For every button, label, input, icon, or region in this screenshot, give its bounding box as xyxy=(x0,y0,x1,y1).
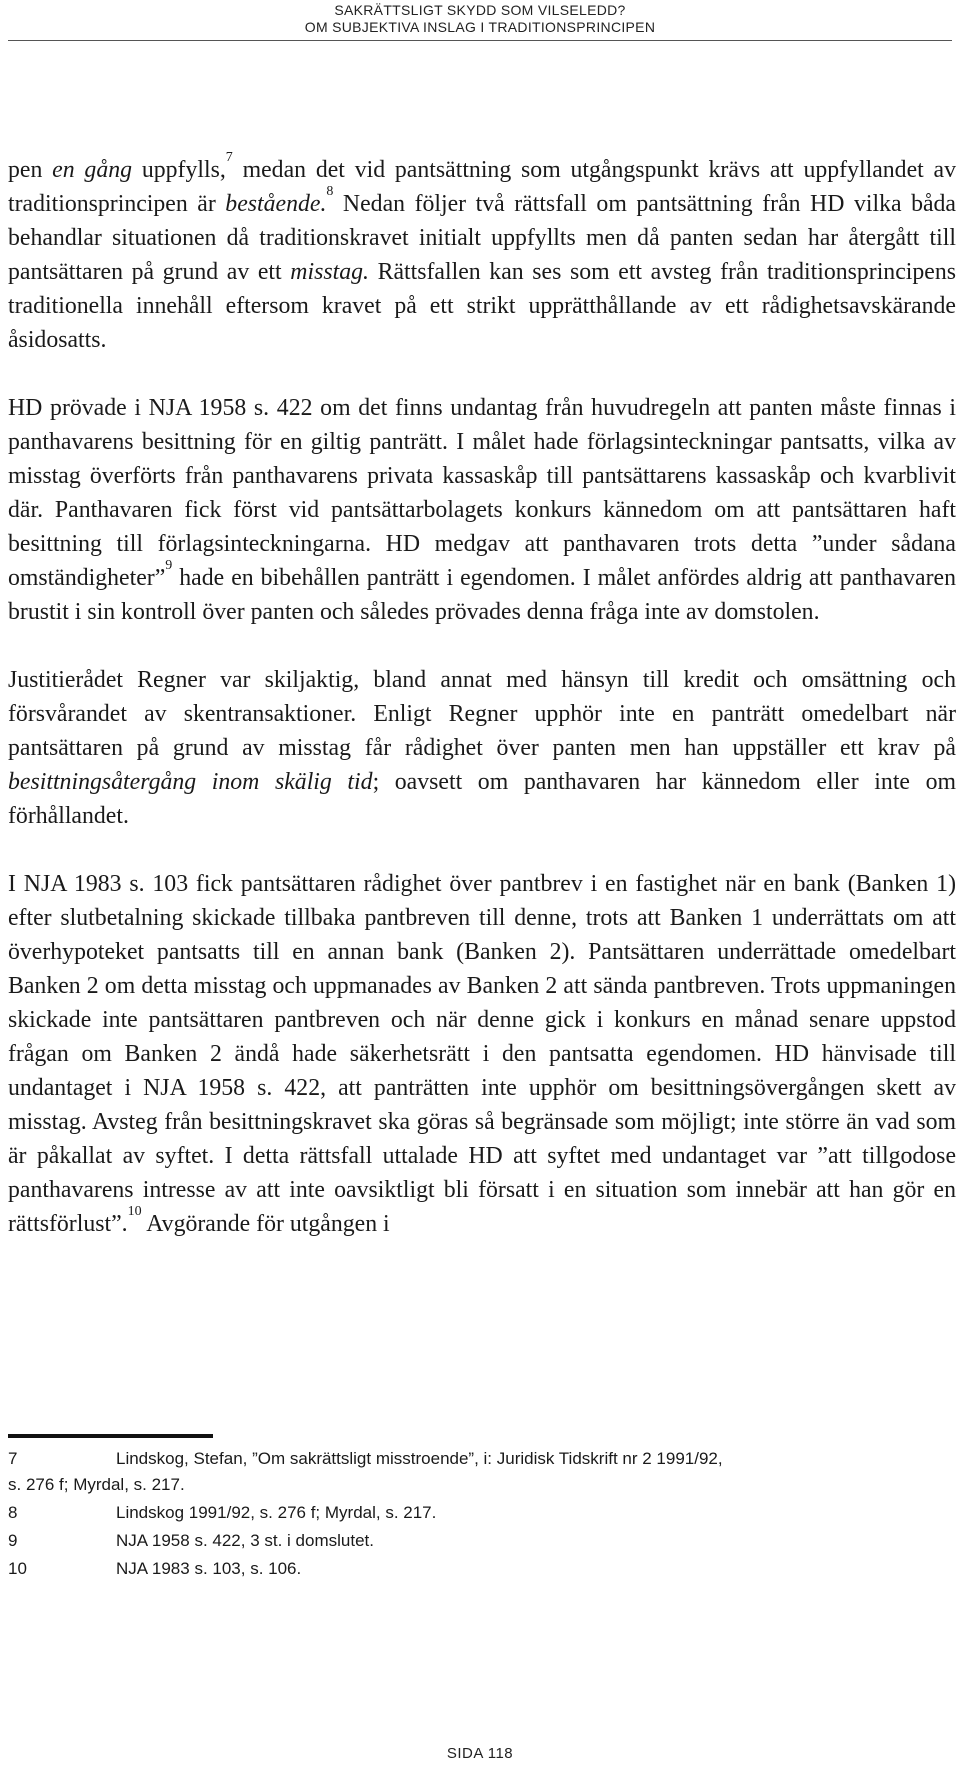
footnotes xyxy=(8,1446,928,1584)
text-run: ; oavsett om panthavaren har kännedom eller inte om förhållandet. xyxy=(8,769,957,829)
italic-run: bestående. xyxy=(225,191,327,217)
running-head-title: SAKRÄTTSLIGT SKYDD SOM VILSELEDD? xyxy=(334,2,626,18)
text-run: Avgörande för utgången i xyxy=(141,1211,390,1237)
text-run: Rättsfallen kan ses som ett avsteg från traditionsprincipens traditionella innehåll eftersom kravet på ett strikt upprätthållande av ett rådighetsavskärande åsidosatts. xyxy=(8,259,957,353)
italic-run: misstag. xyxy=(290,259,369,285)
page-number: SIDA 118 xyxy=(446,1745,514,1762)
footnote-ref-8[interactable]: 8 xyxy=(326,184,334,199)
footnote-text: NJA 1958 s. 422, 3 st. i domslutet. xyxy=(116,1531,374,1550)
text-run: Justitierådet Regner var skiljaktig, bland annat med hänsyn till kredit och omsättning och försvårandet av skentransaktioner. Enligt Regner upphör inte en panträtt omedelbart när pantsättaren på grund av misstag får rådighet över panten men han uppställer ett krav på xyxy=(8,667,956,761)
footnote-text: Lindskog 1991/92, s. 276 f; Myrdal, s. 217. xyxy=(116,1503,437,1522)
footnote-number: 10 xyxy=(8,1559,27,1578)
footnote-9 xyxy=(8,1528,928,1554)
text-run: I NJA 1983 s. 103 fick pantsättaren rådighet över pantbrev i en fastighet när en bank (Banken 1) efter slutbetalning skickade tillbaka pantbreven till denne, trots att Banken 1 underrättats om att överhypoteket pantsatts till en annan bank (Banken 2). Pantsättaren underrättade omedelbart Banken 2 om detta misstag och uppmanades av Banken 2 att sända pantbreven. Trots uppmaningen skickade inte pantsättaren pantbreven och när denne gick i konkurs en månad senare uppstod frågan om Banken 2 ändå hade säkerhetsrätt i den pantsatta egendomen. HD hänvisade till undantaget i NJA 1958 s. 422, att panträtten inte upphör om besittningsövergången skett av misstag. Avsteg från besittningskravet ska göras så begränsade som möjligt; inte större än vad som är påkallat av syftet. I detta rättsfall uttalade HD att syftet med undantaget var ”att tillgodose panthavarens intresse av att inte oavsiktligt bli försatt i en situation som innebär att han gör en rättsförlust”. xyxy=(8,871,956,1237)
paragraph-3 xyxy=(8,663,956,833)
body-text xyxy=(8,150,957,1241)
footnote-text: NJA 1983 s. 103, s. 106. xyxy=(116,1559,302,1578)
footnote-8 xyxy=(8,1500,928,1526)
paragraph-2 xyxy=(8,391,956,629)
footnote-10 xyxy=(8,1556,928,1582)
text-run: uppfylls, xyxy=(132,157,226,183)
footnote-number: 7 xyxy=(8,1449,18,1468)
text-run: hade en bibehållen panträtt i egendomen. I målet anfördes aldrig att panthavaren brustit i sin kontroll över panten och således prövades denna fråga inte av domstolen. xyxy=(8,565,956,625)
footnote-text: Lindskog, Stefan, ”Om sakrättsligt misstroende”, i: Juridisk Tidskrift nr 2 1991/92, xyxy=(116,1449,723,1468)
paragraph-1 xyxy=(8,150,957,357)
footnote-ref-7[interactable]: 7 xyxy=(225,150,233,165)
footnote-ref-9[interactable]: 9 xyxy=(165,558,173,573)
footnote-number: 9 xyxy=(8,1531,18,1550)
header-rule xyxy=(8,40,952,41)
text-run: medan det vid pantsättning som utgångspunkt krävs att uppfyllandet av traditionsprincipen är xyxy=(8,157,957,217)
footnote-continuation: s. 276 f; Myrdal, s. 217. xyxy=(8,1475,185,1494)
running-head-subtitle: OM SUBJEKTIVA INSLAG I TRADITIONSPRINCIPEN xyxy=(304,19,656,35)
italic-run: besittningsåtergång inom skälig tid xyxy=(8,769,373,795)
text-run: Nedan följer två rättsfall om pantsättning från HD vilka båda behandlar situationen då traditionskravet initialt uppfyllts men då panten sedan har återgått till pantsättaren på grund av ett xyxy=(8,191,956,285)
footnote-number: 8 xyxy=(8,1503,18,1522)
text-run: HD prövade i NJA 1958 s. 422 om det finns undantag från huvudregeln att panten måste finnas i panthavarens besittning för en giltig panträtt. I målet hade förlagsinteckningar pantsatts, vilka av misstag överförts från panthavarens privata kassaskåp till pantsättarens kassaskåp och kvarblivit där. Panthavaren fick först vid pantsättarbolagets konkurs kännedom om att pantsättaren haft besittning till förlagsinteckningarna. HD medgav att panthavaren trots detta ”under sådana omständigheter” xyxy=(8,395,956,591)
footnote-7 xyxy=(8,1446,928,1498)
text-run: pen xyxy=(8,157,53,183)
footnote-ref-10[interactable]: 10 xyxy=(127,1204,142,1219)
footnote-rule xyxy=(8,1434,213,1438)
paragraph-4 xyxy=(8,867,956,1241)
running-head xyxy=(0,2,960,36)
italic-run: en gång xyxy=(52,157,133,183)
